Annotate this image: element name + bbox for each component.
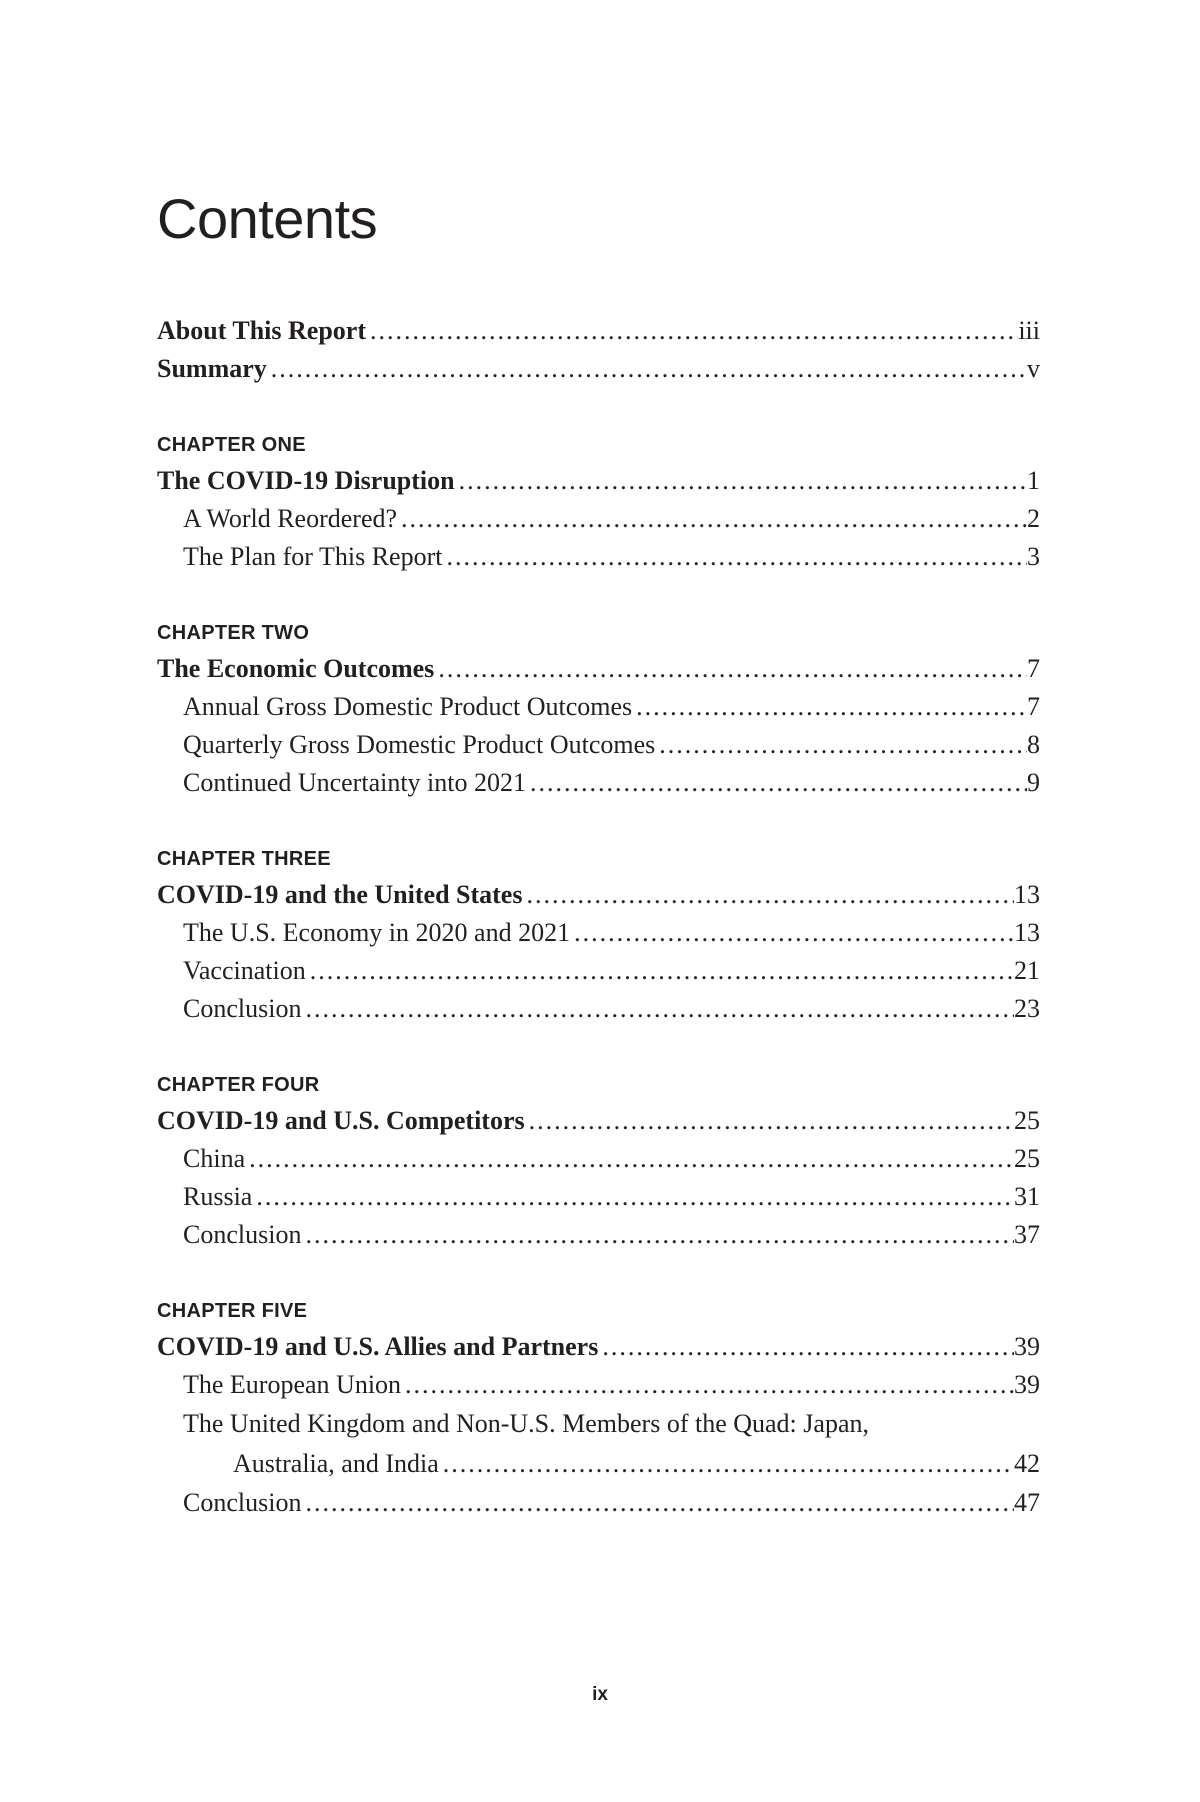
dot-leader	[245, 1140, 1014, 1178]
toc-entry-label: China	[183, 1144, 246, 1173]
chapter-number-label: CHAPTER FOUR	[157, 1074, 320, 1096]
toc-entry-chapter-title[interactable]	[157, 1102, 1040, 1140]
toc-entry-chapter-title[interactable]	[157, 876, 1040, 914]
toc-entry-label: About This Report	[157, 316, 367, 345]
toc-entry-page: 2	[1027, 504, 1040, 533]
dot-leader	[397, 500, 1027, 538]
dot-leader	[526, 764, 1027, 802]
chapter-number-label: CHAPTER TWO	[157, 622, 310, 644]
dot-leader	[301, 1484, 1014, 1522]
dot-leader	[632, 688, 1027, 726]
toc-entry-page: 8	[1027, 730, 1040, 759]
toc-entry-section[interactable]	[157, 1404, 1040, 1444]
toc-entry-label: COVID-19 and U.S. Competitors	[157, 1106, 525, 1135]
toc-entry-page: 39	[1014, 1332, 1040, 1361]
chapter-number-label: CHAPTER ONE	[157, 434, 306, 456]
toc-entry-label: A World Reordered?	[183, 504, 398, 533]
toc-entry-section[interactable]	[157, 538, 1040, 576]
toc-entry-section[interactable]	[157, 1178, 1040, 1216]
page-title: Contents	[157, 187, 378, 250]
toc-entry-section[interactable]	[157, 688, 1040, 726]
toc-entry-chapter-title[interactable]	[157, 462, 1040, 500]
toc-entry-section-continued[interactable]	[157, 1444, 1040, 1484]
dot-leader	[306, 952, 1014, 990]
dot-leader	[439, 1444, 1014, 1484]
toc-entry-section[interactable]	[157, 1366, 1040, 1404]
toc-entry-page: 31	[1014, 1182, 1040, 1211]
toc-entry-label: Continued Uncertainty into 2021	[183, 768, 527, 797]
dot-leader	[655, 726, 1027, 764]
toc-entry-page: 25	[1014, 1106, 1040, 1135]
toc-entry-label: The U.S. Economy in 2020 and 2021	[183, 918, 571, 947]
toc-entry-label: The Economic Outcomes	[157, 654, 435, 683]
chapter-number-label: CHAPTER THREE	[157, 848, 331, 870]
toc-entry-label: COVID-19 and U.S. Allies and Partners	[157, 1332, 599, 1361]
dot-leader	[570, 914, 1014, 952]
toc-entry-page: 13	[1014, 918, 1040, 947]
toc-entry-chapter-title[interactable]	[157, 1328, 1040, 1366]
toc-entry-label: Summary	[157, 354, 267, 383]
toc-entry-label: The European Union	[183, 1370, 402, 1399]
dot-leader	[442, 538, 1027, 576]
toc-entry-label: Quarterly Gross Domestic Product Outcomes	[183, 730, 656, 759]
toc-entry-page: 1	[1027, 466, 1040, 495]
toc-entry-chapter-title[interactable]	[157, 650, 1040, 688]
toc-entry-section[interactable]	[157, 990, 1040, 1028]
toc-page	[157, 0, 1040, 1802]
dot-leader	[525, 1102, 1014, 1140]
toc-entry-section[interactable]	[157, 952, 1040, 990]
dot-leader	[252, 1178, 1014, 1216]
toc-entry-section[interactable]	[157, 1484, 1040, 1522]
toc-entry-page: 39	[1014, 1370, 1040, 1399]
toc-entry-page: 9	[1027, 768, 1040, 797]
dot-leader	[366, 312, 1018, 350]
toc-entry-label: Russia	[183, 1182, 253, 1211]
toc-entry-page: 42	[1014, 1449, 1040, 1478]
toc-entry-label: The COVID-19 Disruption	[157, 466, 455, 495]
dot-leader	[598, 1328, 1014, 1366]
toc-entry-label: Conclusion	[183, 1488, 302, 1517]
toc-entry-section[interactable]	[157, 1140, 1040, 1178]
toc-entry-section[interactable]	[157, 726, 1040, 764]
table-of-contents	[157, 312, 1040, 1522]
toc-entry-label: The United Kingdom and Non-U.S. Members of the Quad: Japan,	[183, 1409, 869, 1438]
toc-entry-label-continued: Australia, and India	[233, 1449, 439, 1478]
dot-leader	[455, 462, 1027, 500]
toc-entry-section[interactable]	[157, 1216, 1040, 1254]
dot-leader	[401, 1366, 1014, 1404]
toc-entry-page: v	[1027, 354, 1040, 383]
chapter-one-block	[157, 428, 1040, 576]
toc-entry-label: COVID-19 and the United States	[157, 880, 523, 909]
toc-entry-section[interactable]	[157, 764, 1040, 802]
toc-entry-label: Conclusion	[183, 994, 302, 1023]
dot-leader	[301, 1216, 1014, 1254]
toc-entry-page: 13	[1014, 880, 1040, 909]
toc-entry-page: 21	[1014, 956, 1040, 985]
toc-entry-label: Conclusion	[183, 1220, 302, 1249]
chapter-number-label: CHAPTER FIVE	[157, 1300, 308, 1322]
dot-leader	[267, 350, 1027, 388]
toc-entry-page: 47	[1014, 1488, 1040, 1517]
chapter-two-block	[157, 616, 1040, 802]
chapter-four-block	[157, 1068, 1040, 1254]
dot-leader	[301, 990, 1014, 1028]
toc-entry-page: 7	[1027, 692, 1040, 721]
toc-entry-page: iii	[1018, 316, 1040, 345]
toc-entry-section[interactable]	[157, 914, 1040, 952]
chapter-three-block	[157, 842, 1040, 1028]
toc-entry-page: 3	[1027, 542, 1040, 571]
toc-entry-label: The Plan for This Report	[183, 542, 443, 571]
dot-leader	[522, 876, 1014, 914]
dot-leader	[434, 650, 1027, 688]
toc-entry-page: 25	[1014, 1144, 1040, 1173]
chapter-five-block	[157, 1294, 1040, 1522]
toc-entry-page: 23	[1014, 994, 1040, 1023]
toc-entry-label: Vaccination	[183, 956, 306, 985]
toc-entry-label: Annual Gross Domestic Product Outcomes	[183, 692, 633, 721]
toc-entry-page: 7	[1027, 654, 1040, 683]
toc-entry-summary[interactable]	[157, 350, 1040, 388]
toc-entry-page: 37	[1014, 1220, 1040, 1249]
toc-entry-section[interactable]	[157, 500, 1040, 538]
page-number: ix	[592, 1684, 608, 1705]
toc-entry-about-this-report[interactable]	[157, 312, 1040, 350]
